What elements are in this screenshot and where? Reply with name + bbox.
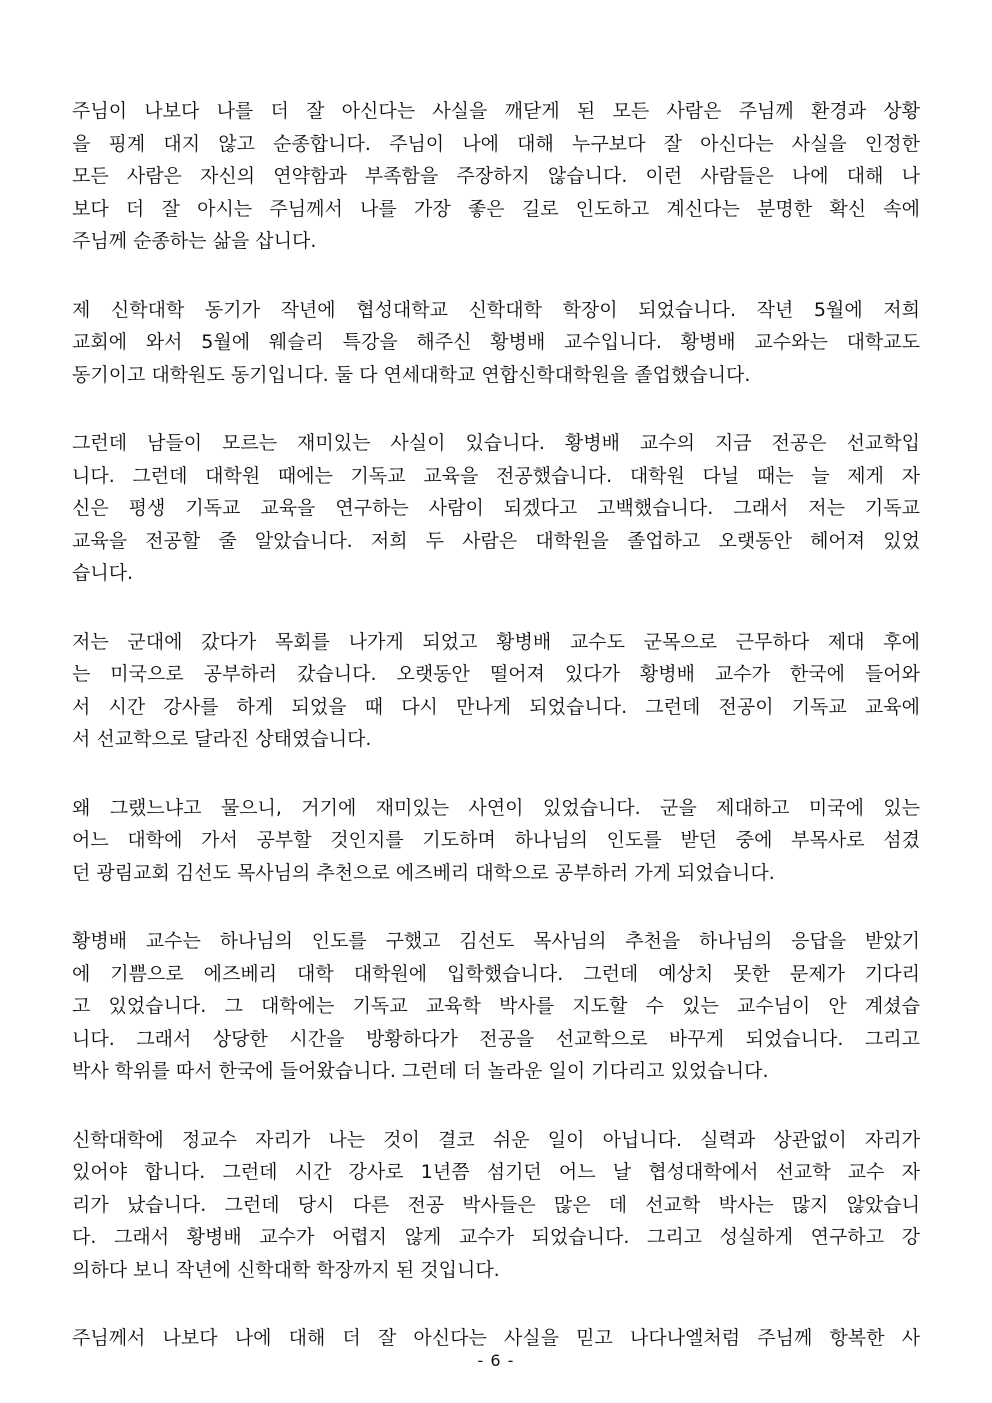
text-line: 제 신학대학 동기가 작년에 협성대학교 신학대학 학장이 되었습니다. 작년 5월에 저희 bbox=[72, 298, 920, 321]
text-line: 에 기쁨으로 에즈베리 대학 대학원에 입학했습니다. 그런데 예상치 못한 문제가 기다리 bbox=[72, 962, 920, 985]
text-line: 보다 더 잘 아시는 주님께서 나를 가장 좋은 길로 인도하고 계신다는 분명한 확신 속에 bbox=[72, 197, 920, 220]
text-line: 주님이 나보다 나를 더 잘 아신다는 사실을 깨닫게 된 모든 사람은 주님께 환경과 상황 bbox=[72, 100, 920, 122]
text-line: 저는 군대에 갔다가 목회를 나가게 되었고 황병배 교수도 군목으로 근무하다 제대 후에 bbox=[72, 630, 920, 653]
text-line: 어느 대학에 가서 공부할 것인지를 기도하며 하나님의 인도를 받던 중에 부목사로 섬겼 bbox=[72, 829, 920, 851]
text-line: 니다. 그래서 상당한 시간을 방황하다가 전공을 선교학으로 바꾸게 되었습니다. 그리고 bbox=[72, 1027, 920, 1050]
paragraph-1 bbox=[72, 95, 920, 258]
document-body bbox=[72, 95, 920, 1391]
text-line: 리가 났습니다. 그런데 당시 다른 전공 박사들은 많은 데 선교학 박사는 많지 않았습니 bbox=[72, 1193, 920, 1216]
paragraph-6 bbox=[72, 925, 920, 1088]
text-line: 서 선교학으로 달라진 상태였습니다. bbox=[72, 728, 372, 750]
text-line: 교육을 전공할 줄 알았습니다. 저희 두 사람은 대학원을 졸업하고 오랫동안 헤어져 있었 bbox=[72, 529, 920, 552]
text-line: 주님께 순종하는 삶을 삽니다. bbox=[72, 230, 317, 252]
text-line: 의하다 보니 작년에 신학대학 학장까지 된 것입니다. bbox=[72, 1258, 500, 1281]
text-line: 있어야 합니다. 그런데 시간 강사로 1년쯤 섬기던 어느 날 협성대학에서 선교학 교수 자 bbox=[72, 1161, 920, 1183]
text-line: 모든 사람은 자신의 연약함과 부족함을 주장하지 않습니다. 이런 사람들은 나에 대해 나 bbox=[72, 165, 920, 187]
paragraph-7 bbox=[72, 1124, 920, 1287]
paragraph-2 bbox=[72, 294, 920, 392]
text-line: 신학대학에 정교수 자리가 나는 것이 결코 쉬운 일이 아닙니다. 실력과 상관없이 자리가 bbox=[72, 1128, 920, 1151]
text-line: 니다. 그런데 대학원 때에는 기독교 교육을 전공했습니다. 대학원 다닐 때는 늘 제게 자 bbox=[72, 464, 920, 487]
text-line: 습니다. bbox=[72, 562, 134, 584]
text-line: 주님께서 나보다 나에 대해 더 잘 아신다는 사실을 믿고 나다나엘처럼 주님께 항복한 사 bbox=[72, 1327, 920, 1349]
text-line: 그런데 남들이 모르는 재미있는 사실이 있습니다. 황병배 교수의 지금 전공은 선교학입 bbox=[72, 432, 920, 454]
text-line: 을 핑계 대지 않고 순종합니다. 주님이 나에 대해 누구보다 잘 아신다는 사실을 인정한 bbox=[72, 132, 920, 155]
text-line: 다. 그래서 황병배 교수가 어렵지 않게 교수가 되었습니다. 그리고 성실하게 연구하고 강 bbox=[72, 1226, 920, 1248]
text-line: 던 광림교회 김선도 목사님의 추천으로 에즈베리 대학으로 공부하러 가게 되었습니다. bbox=[72, 861, 775, 884]
text-line: 왜 그랬느냐고 물으니, 거기에 재미있는 사연이 있었습니다. 군을 제대하고 미국에 있는 bbox=[72, 796, 920, 819]
paragraph-4 bbox=[72, 626, 920, 756]
text-line: 동기이고 대학원도 동기입니다. 둘 다 연세대학교 연합신학대학원을 졸업했습니다. bbox=[72, 363, 751, 386]
text-line: 교회에 와서 5월에 웨슬리 특강을 해주신 황병배 교수입니다. 황병배 교수와는 대학교도 bbox=[72, 331, 920, 353]
paragraph-8 bbox=[72, 1322, 920, 1355]
page-number: - 6 - bbox=[477, 1351, 515, 1370]
text-line: 고 있었습니다. 그 대학에는 기독교 교육학 박사를 지도할 수 있는 교수님이 안 계셨습 bbox=[72, 995, 920, 1017]
text-line: 신은 평생 기독교 교육을 연구하는 사람이 되겠다고 고백했습니다. 그래서 저는 기독교 bbox=[72, 497, 920, 519]
text-line: 황병배 교수는 하나님의 인도를 구했고 김선도 목사님의 추천을 하나님의 응답을 받았기 bbox=[72, 930, 920, 952]
text-line: 는 미국으로 공부하러 갔습니다. 오랫동안 떨어져 있다가 황병배 교수가 한국에 들어와 bbox=[72, 663, 920, 685]
text-line: 서 시간 강사를 하게 되었을 때 다시 만나게 되었습니다. 그런데 전공이 기독교 교육에 bbox=[72, 695, 920, 718]
paragraph-3 bbox=[72, 427, 920, 590]
paragraph-5 bbox=[72, 792, 920, 890]
text-line: 박사 학위를 따서 한국에 들어왔습니다. 그런데 더 놀라운 일이 기다리고 있었습니다. bbox=[72, 1060, 769, 1082]
